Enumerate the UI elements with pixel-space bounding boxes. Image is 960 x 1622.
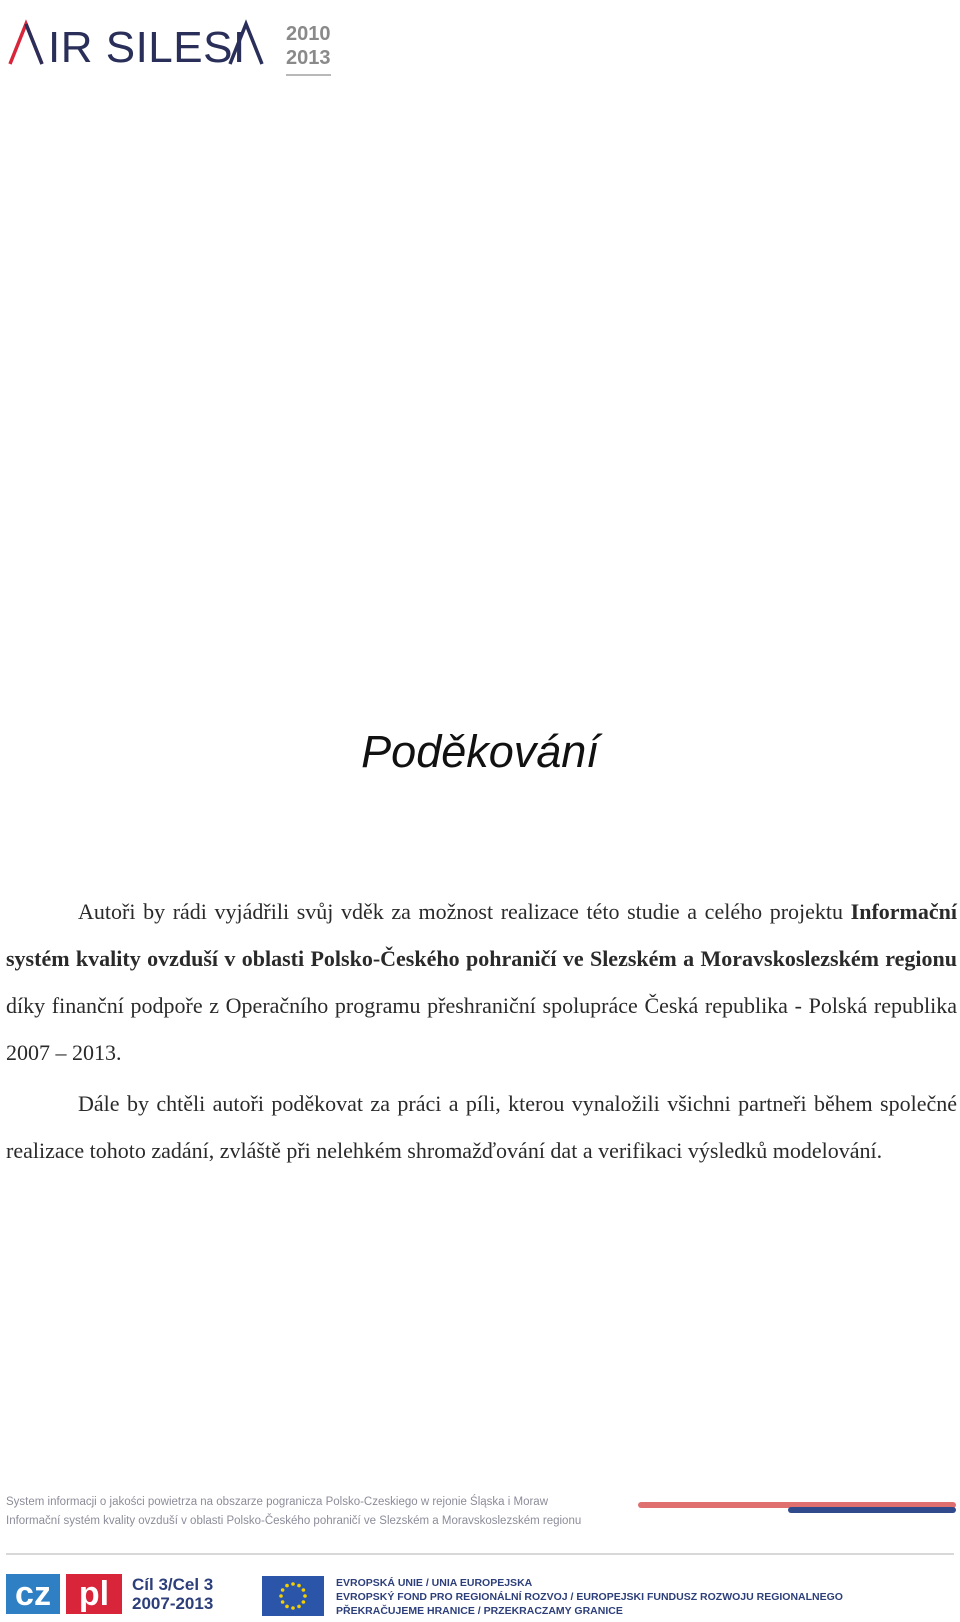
czpl-program-logo [6,1574,213,1614]
footer-color-band [638,1502,956,1514]
svg-text:IR SILESI: IR SILESI [48,23,246,68]
eu-line2: EVROPSKÝ FOND PRO REGIONÁLNÍ ROZVOJ / EUROPEJSKI FUNDUSZ ROZWOJU REGIONALNEGO [336,1591,843,1603]
page-title: Poděkování [361,726,599,777]
eu-line1: EVROPSKÁ UNIE / UNIA EUROPEJSKA [336,1577,533,1589]
eu-funding-text [336,1576,843,1618]
footer-divider [6,1553,954,1555]
air-silesia-logo [8,18,331,76]
logo-years [286,22,331,76]
objective-label [132,1575,213,1613]
paragraph1-rest: díky finanční podpoře z Operačního programu přeshraniční spolupráce Česká republika - Polská republika 2007 – 2013. [6,993,957,1065]
objective-line1: Cíl 3/Cel 3 [132,1575,214,1594]
logo-year-start: 2010 [286,23,331,45]
paragraph-acknowledgement [6,888,957,1076]
paragraph-partners: Dále by chtěli autoři poděkovat za práci a píli, kterou vynaložili všichni partneři během společné realizace tohoto zadání, zvláště při nelehkém shromažďování dat a verifikaci výsledků modelování. [6,1091,957,1163]
footer-line-czech: Informační systém kvality ovzduší v oblasti Polsko-Českého pohraničí ve Slezském a Moravskoslezském regionu [6,1515,582,1527]
objective-line2: 2007-2013 [132,1594,214,1613]
document-body [6,888,957,1174]
footer-line-polish: System informacji o jakości powietrza na obszarze pogranicza Polsko-Czeskiego w rejonie Śląska i Moraw [6,1496,549,1508]
band-blue [788,1507,956,1513]
air-silesia-logo-mark [8,18,264,68]
paragraph1-intro: Autoři by rádi vyjádřili svůj vděk za možnost realizace této studie a celého projektu [78,899,851,924]
project-name: Informační systém kvality ovzduší v oblasti Polsko-Českého pohraničí ve Slezském a Moravskoslezském regionu [6,899,957,971]
czpl-cz-badge: cz [6,1574,60,1614]
footer-project-titles [6,1493,606,1531]
eu-flag-icon [262,1576,324,1616]
eu-line3: PŘEKRAČUJEME HRANICE / PRZEKRACZAMY GRANICE [336,1605,623,1617]
czpl-pl-badge: pl [66,1574,122,1614]
logo-year-end: 2013 [286,47,331,69]
